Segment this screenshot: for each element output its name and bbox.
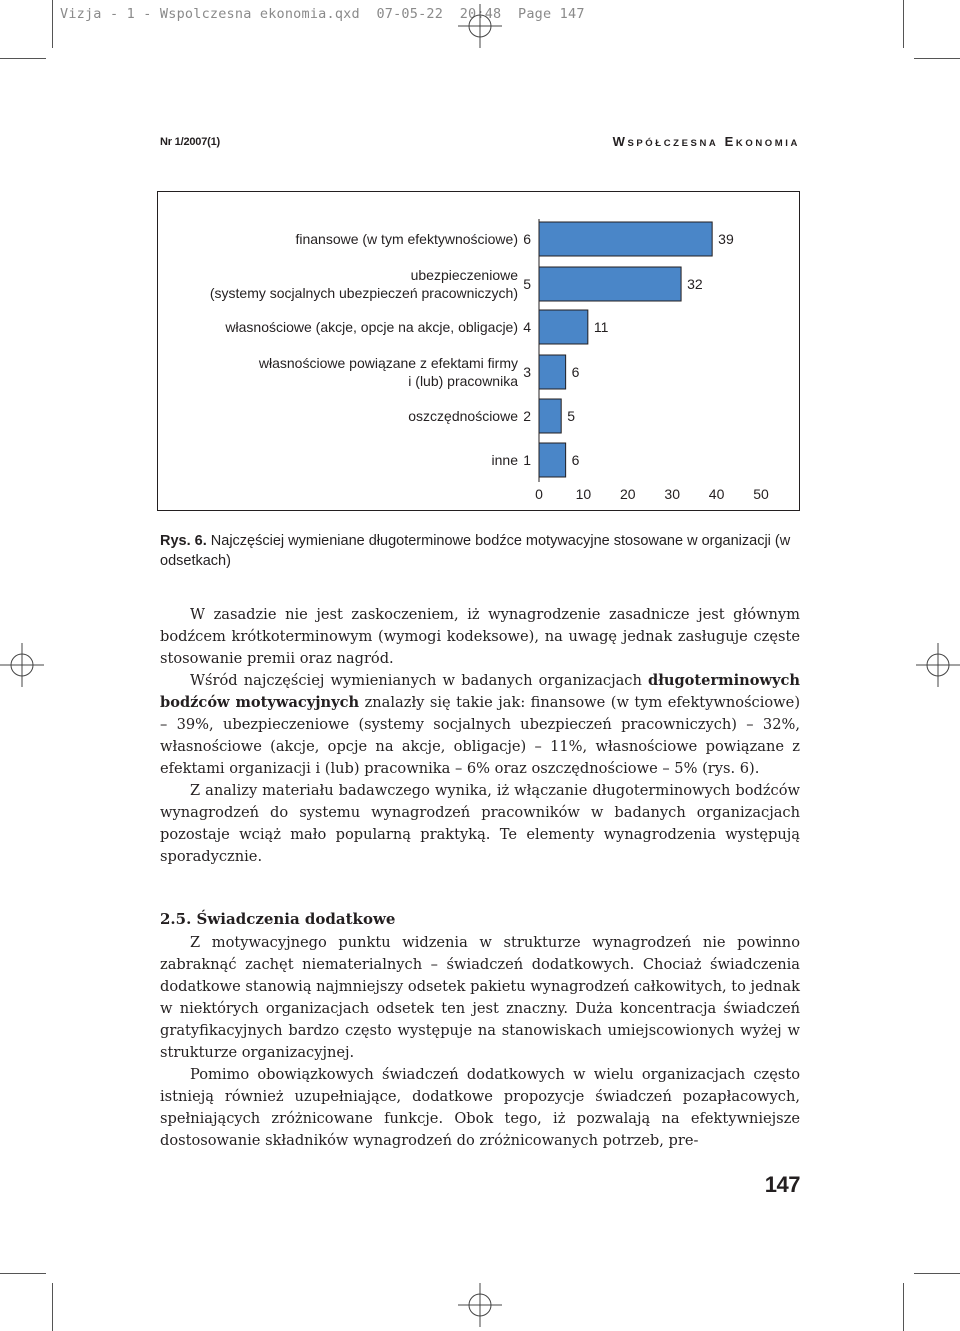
- rank-label: 1: [523, 452, 531, 468]
- bar: [539, 222, 712, 256]
- paragraph-bold-text: długoterminowych bodźców motywacyjnych: [160, 672, 800, 711]
- registration-mark-right-icon: [916, 643, 960, 687]
- figure-caption: [160, 531, 810, 571]
- category-label: i (lub) pracownika: [408, 373, 518, 389]
- paragraph: Z analizy materiału badawczego wynika, iż włączanie długoterminowych bodźców wynagrodzeń do systemu wynagrodzeń pracowników w badanych organizacjach pozostaje wciąż mało popularną praktyką. Te elementy wynagrodzenia występują sporadycznie.: [160, 782, 800, 865]
- bar: [539, 443, 566, 477]
- crop-mark: [0, 58, 46, 59]
- paragraph: W zasadzie nie jest zaskoczeniem, iż wynagrodzenie zasadnicze jest głównym bodźcem krótkoterminowym (wymogi kodeksowe), na uwagę jednak zasługuje częste stosowanie premii oraz nagród.: [160, 606, 800, 667]
- bar-value-label: 6: [571, 364, 580, 380]
- caption-text: Najczęściej wymieniane długoterminowe bodźce motywacyjne stosowane w organizacji (w odsetkach): [160, 533, 791, 569]
- category-label: finansowe (w tym efektywnościowe): [295, 231, 518, 247]
- bar-value-label: 5: [567, 408, 575, 424]
- rank-label: 2: [523, 408, 531, 424]
- category-label: oszczędnościowe: [408, 408, 518, 424]
- bar-chart: [158, 192, 799, 510]
- bar: [539, 355, 566, 389]
- crop-mark: [903, 0, 904, 48]
- crop-mark: [914, 1273, 960, 1274]
- bar-value-label: 6: [571, 452, 580, 468]
- bar: [539, 267, 681, 301]
- caption-label: Rys. 6.: [160, 533, 207, 549]
- rank-label: 3: [523, 364, 531, 380]
- x-tick-label: 0: [535, 486, 543, 502]
- issue-number: Nr 1/2007(1): [160, 136, 220, 148]
- journal-title-part1: SPÓŁCZESNA: [627, 138, 719, 149]
- body-text-block: [160, 604, 800, 868]
- registration-mark-left-icon: [0, 643, 44, 687]
- x-tick-label: 30: [664, 486, 680, 502]
- rank-label: 6: [523, 231, 531, 247]
- page-number: 147: [764, 1172, 800, 1197]
- section-heading: 2.5. Świadczenia dodatkowe: [160, 910, 396, 928]
- paragraph: Pomimo obowiązkowych świadczeń dodatkowych w wielu organizacjach często istnieją również uzupełniające, dodatkowe propozycje świadczeń pozapłacowych, spełniających zróżnicowane funkcje. Obok tego, iż pozwalają na efektywniejsze dostosowanie składników wynagrodzeń do zróżnicowanych potrzeb, pre-: [160, 1066, 800, 1149]
- crop-mark: [903, 1283, 904, 1331]
- paragraph: Z motywacyjnego punktu widzenia w strukturze wynagrodzeń nie powinno zabraknąć zachęt niematerialnych – świadczeń dodatkowych. Chociaż świadczenia dodatkowe stanowią najmniejszy odsetek pakietu wynagrodzeń całkowitych, to jednak w niektórych organizacjach odsetek ten jest znaczny. Duża koncentracja świadczeń gratyfikacyjnych bardzo często występuje na stanowiskach umiejscowionych wyżej w strukturze organizacyjnej.: [160, 934, 800, 1061]
- paragraph-text: Wśród najczęściej wymienianych w badanych organizacjach: [190, 672, 649, 689]
- registration-mark-top-icon: [458, 4, 502, 48]
- rank-label: 4: [523, 319, 531, 335]
- journal-title-part2: KONOMIA: [735, 138, 800, 149]
- x-tick-label: 40: [708, 486, 725, 502]
- bar: [539, 399, 561, 433]
- section-text-block: [160, 932, 800, 1152]
- journal-title: [500, 134, 800, 149]
- category-label: ubezpieczeniowe: [410, 267, 518, 283]
- x-tick-label: 10: [575, 486, 592, 502]
- crop-mark: [914, 58, 960, 59]
- crop-mark: [0, 1273, 46, 1274]
- crop-mark: [52, 1283, 53, 1331]
- x-tick-label: 50: [753, 486, 769, 502]
- journal-title-initial-e: E: [724, 134, 736, 149]
- journal-title-initial-w: W: [612, 134, 628, 149]
- rank-label: 5: [523, 276, 531, 292]
- bar-value-label: 32: [687, 276, 703, 292]
- category-label: inne: [491, 452, 518, 468]
- bar-value-label: 11: [593, 319, 609, 335]
- registration-mark-bottom-icon: [458, 1283, 502, 1327]
- category-label: (systemy socjalnych ubezpieczeń pracowniczych): [209, 285, 518, 301]
- print-slug-line: Vizja - 1 - Wspolczesna ekonomia.qxd 07-05-22 20:48 Page 147: [60, 6, 585, 22]
- bar: [539, 310, 588, 344]
- bar-value-label: 39: [718, 231, 734, 247]
- figure-frame: [157, 191, 800, 511]
- paragraph: [160, 670, 800, 780]
- x-tick-label: 20: [620, 486, 636, 502]
- paragraph-text: znalazły się takie jak: finansowe (w tym efektywnościowe) – 39%, ubezpieczeniowe (systemy socjalnych ubezpieczeń pracowniczych) – 32%, własnościowe (akcje, opcje na akcje, obligacje) – 11%, własnościowe powiązane z efektami organizacji i (lub) pracownika – 6% oraz oszczędnościowe – 5% (rys. 6).: [160, 694, 801, 777]
- category-label: własnościowe powiązane z efektami firmy: [258, 355, 518, 371]
- category-label: własnościowe (akcje, opcje na akcje, obligacje): [225, 319, 518, 335]
- crop-mark: [52, 0, 53, 48]
